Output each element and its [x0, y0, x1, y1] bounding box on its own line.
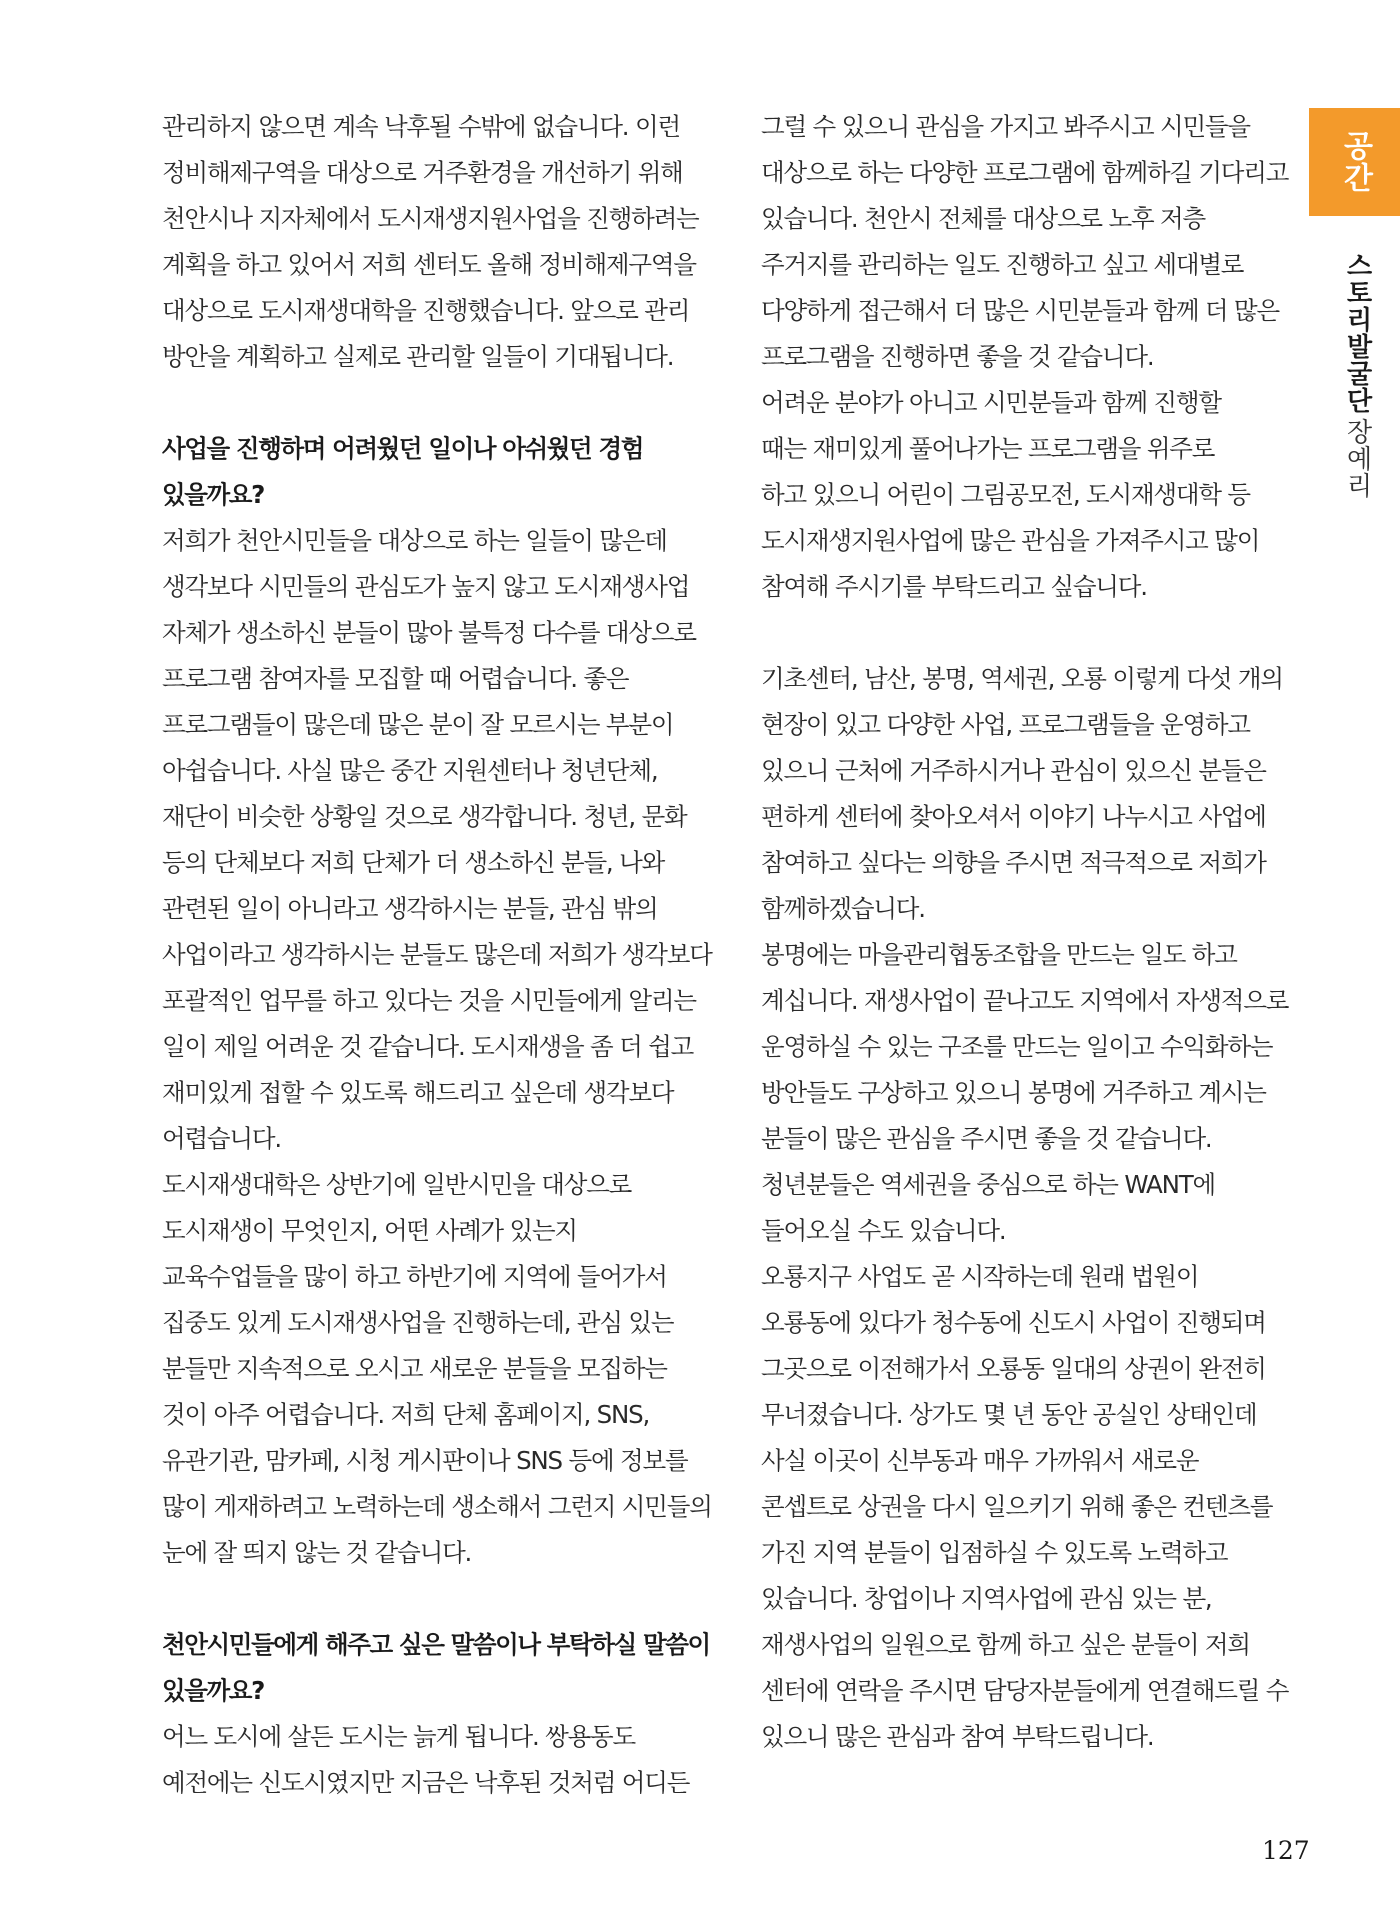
left-column — [162, 104, 732, 1806]
body-paragraph: 청년분들은 역세권을 중심으로 하는 WANT에 들어오실 수도 있습니다. — [761, 1170, 1215, 1245]
section-tab-label: 공간 — [1337, 130, 1373, 194]
interview-question: 천안시민들에게 해주고 싶은 말씀이나 부탁하실 말씀이 있을까요? — [162, 1630, 710, 1705]
paragraph-gap — [162, 1576, 732, 1622]
body-paragraph: 봉명에는 마을관리협동조합을 만드는 일도 하고 계십니다. 재생사업이 끝나고도 지역에서 자생적으로 운영하실 수 있는 구조를 만드는 일이고 수익화하는 방안들도 구상하고 있으니 봉명에 거주하고 계시는 분들이 많은 관심을 주시면 좋을 것 같습니다. — [761, 940, 1289, 1153]
section-tab — [1309, 108, 1400, 216]
author-name: 장예리 — [1342, 418, 1372, 499]
page-number: 127 — [1262, 1836, 1310, 1865]
body-paragraph: 오룡지구 사업도 곧 시작하는데 원래 법원이 오룡동에 있다가 청수동에 신도시 사업이 진행되며 그곳으로 이전해가서 오룡동 일대의 상권이 완전히 무너졌습니다. 상가도 몇 년 동안 공실인 상태인데 사실 이곳이 신부동과 매우 가까워서 새로운 콘셉트로 상권을 다시 일으키기 위해 좋은 컨텐츠를 가진 지역 분들이 입점하실 수 있도록 노력하고 있습니다. 창업이나 지역사업에 관심 있는 분, 재생사업의 일원으로 함께 하고 싶은 분들이 저희 센터에 연락을 주시면 담당자분들에게 연결해드릴 수 있으니 많은 관심과 참여 부탁드립니다. — [761, 1262, 1289, 1751]
body-paragraph: 어려운 분야가 아니고 시민분들과 함께 진행할 때는 재미있게 풀어나가는 프로그램을 위주로 하고 있으니 어린이 그림공모전, 도시재생대학 등 도시재생지원사업에 많은 관심을 가져주시고 많이 참여해 주시기를 부탁드리고 싶습니다. — [761, 388, 1260, 601]
paragraph-gap — [761, 610, 1313, 656]
body-paragraph: 기초센터, 남산, 봉명, 역세권, 오룡 이렇게 다섯 개의 현장이 있고 다양한 사업, 프로그램들을 운영하고 있으니 근처에 거주하시거나 관심이 있으신 분들은 편하게 센터에 찾아오셔서 이야기 나누시고 사업에 참여하고 싶다는 의향을 주시면 적극적으로 저희가 함께하겠습니다. — [761, 664, 1283, 923]
interview-question: 사업을 진행하며 어려웠던 일이나 아쉬웠던 경험 있을까요? — [162, 434, 643, 509]
body-paragraph: 저희가 천안시민들을 대상으로 하는 일들이 많은데 생각보다 시민들의 관심도가 높지 않고 도시재생사업 자체가 생소하신 분들이 많아 불특정 다수를 대상으로 프로그램 참여자를 모집할 때 어렵습니다. 좋은 프로그램들이 많은데 많은 분이 잘 모르시는 부분이 아쉽습니다. 사실 많은 중간 지원센터나 청년단체, 재단이 비슷한 상황일 것으로 생각합니다. 청년, 문화 등의 단체보다 저희 단체가 더 생소하신 분들, 나와 관련된 일이 아니라고 생각하시는 분들, 관심 밖의 사업이라고 생각하시는 분들도 많은데 저희가 생각보다 포괄적인 업무를 하고 있다는 것을 시민들에게 알리는 일이 제일 어려운 것 같습니다. 도시재생을 좀 더 쉽고 재미있게 접할 수 있도록 해드리고 싶은데 생각보다 어렵습니다. — [162, 526, 712, 1153]
paragraph-gap — [162, 380, 732, 426]
series-title: 스토리발굴단 — [1342, 252, 1372, 414]
body-paragraph: 관리하지 않으면 계속 낙후될 수밖에 없습니다. 이런 정비해제구역을 대상으로 거주환경을 개선하기 위해 천안시나 지자체에서 도시재생지원사업을 진행하려는 계획을 하고 있어서 저희 센터도 올해 정비해제구역을 대상으로 도시재생대학을 진행했습니다. 앞으로 관리 방안을 계획하고 실제로 관리할 일들이 기대됩니다. — [162, 112, 699, 371]
right-column — [761, 104, 1313, 1760]
body-paragraph: 그럴 수 있으니 관심을 가지고 봐주시고 시민들을 대상으로 하는 다양한 프로그램에 함께하길 기다리고 있습니다. 천안시 전체를 대상으로 노후 저층 주거지를 관리하는 일도 진행하고 싶고 세대별로 다양하게 접근해서 더 많은 시민분들과 함께 더 많은 프로그램을 진행하면 좋을 것 같습니다. — [761, 112, 1289, 371]
body-paragraph: 어느 도시에 살든 도시는 늙게 됩니다. 쌍용동도 예전에는 신도시였지만 지금은 낙후된 것처럼 어디든 — [162, 1722, 690, 1797]
body-paragraph: 도시재생대학은 상반기에 일반시민을 대상으로 도시재생이 무엇인지, 어떤 사례가 있는지 교육수업들을 많이 하고 하반기에 지역에 들어가서 집중도 있게 도시재생사업을 진행하는데, 관심 있는 분들만 지속적으로 오시고 새로운 분들을 모집하는 것이 아주 어렵습니다. 저희 단체 홈페이지, SNS, 유관기관, 맘카페, 시청 게시판이나 SNS 등에 정보를 많이 게재하려고 노력하는데 생소해서 그런지 시민들의 눈에 잘 띄지 않는 것 같습니다. — [162, 1170, 712, 1567]
